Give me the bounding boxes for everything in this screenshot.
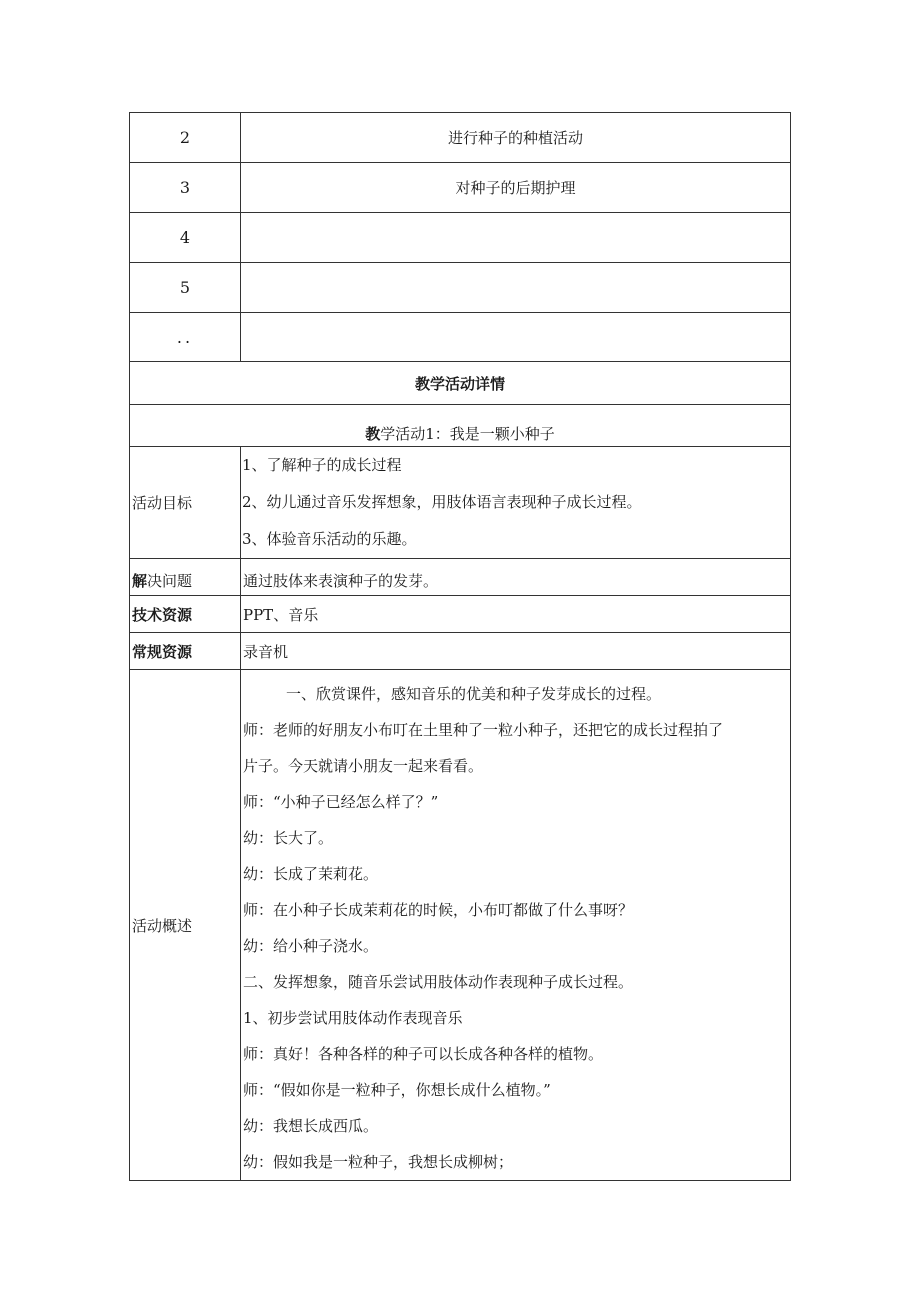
overview-line: 片子。今天就请小朋友一起来看看。 (243, 757, 484, 775)
problem-row (130, 559, 791, 596)
row-content: 进行种子的种植活动 (241, 113, 791, 163)
goal-item: 2、幼儿通过音乐发挥想象，用肢体语言表现种子成长过程。 (242, 493, 642, 511)
overview-cell (241, 670, 791, 1181)
activity-title-rest: 学活动1：我是一颗小种子 (380, 425, 555, 443)
goals-row (130, 447, 791, 559)
overview-line: 1、初步尝试用肢体动作表现音乐 (243, 1009, 463, 1027)
problem-value: 通过肢体来表演种子的发芽。 (241, 559, 791, 596)
overview-line: 幼：给小种子浇水。 (243, 937, 379, 955)
overview-line: 一、欣赏课件，感知音乐的优美和种子发芽成长的过程。 (286, 685, 662, 703)
schedule-row (130, 113, 791, 163)
problem-label-rest: 决问题 (147, 572, 193, 590)
overview-line: 二、发挥想象，随音乐尝试用肢体动作表现种子成长过程。 (243, 973, 634, 991)
schedule-row (130, 163, 791, 213)
schedule-row (130, 263, 791, 313)
row-number: 3 (130, 163, 241, 213)
goal-item: 3、体验音乐活动的乐趣。 (242, 530, 417, 548)
problem-label (130, 559, 241, 596)
row-content (241, 213, 791, 263)
overview-line: 幼：假如我是一粒种子，我想长成柳树； (243, 1153, 514, 1171)
row-number: 4 (130, 213, 241, 263)
regular-resource-row (130, 633, 791, 670)
section-title: 教学活动详情 (130, 362, 791, 405)
regular-resource-label: 常规资源 (130, 633, 241, 670)
problem-label-bold: 解 (132, 572, 148, 590)
row-number: .. (130, 313, 241, 362)
activity-title-row (130, 405, 791, 447)
tech-resource-label: 技术资源 (130, 596, 241, 633)
overview-line: 师：在小种子长成茉莉花的时候，小布叮都做了什么事呀？ (243, 901, 634, 919)
row-content (241, 313, 791, 362)
overview-line: 师：老师的好朋友小布叮在土里种了一粒小种子，还把它的成长过程拍了 (243, 721, 724, 739)
goal-item: 1、了解种子的成长过程 (242, 456, 402, 474)
row-number: 2 (130, 113, 241, 163)
tech-resource-row (130, 596, 791, 633)
activity-title (130, 405, 791, 447)
overview-line: 师：“假如你是一粒种子，你想长成什么植物。” (243, 1081, 551, 1099)
row-content: 对种子的后期护理 (241, 163, 791, 213)
overview-line: 师：真好！各种各样的种子可以长成各种各样的植物。 (243, 1045, 604, 1063)
row-content (241, 263, 791, 313)
goals-cell (241, 447, 791, 559)
section-title-row (130, 362, 791, 405)
regular-resource-value: 录音机 (241, 633, 791, 670)
overview-line: 幼：长大了。 (243, 829, 334, 847)
overview-line: 幼：我想长成西瓜。 (243, 1117, 379, 1135)
activity-title-bold: 教 (365, 425, 381, 443)
overview-label: 活动概述 (130, 670, 241, 1181)
schedule-row (130, 213, 791, 263)
overview-line: 幼：长成了茉莉花。 (243, 865, 379, 883)
lesson-plan-sheet (129, 112, 790, 1181)
lesson-plan-table (129, 112, 791, 1181)
row-number: 5 (130, 263, 241, 313)
tech-resource-value: PPT、音乐 (241, 596, 791, 633)
schedule-row (130, 313, 791, 362)
goals-label: 活动目标 (130, 447, 241, 559)
overview-row (130, 670, 791, 1181)
overview-line: 师：“小种子已经怎么样了？” (243, 793, 439, 811)
